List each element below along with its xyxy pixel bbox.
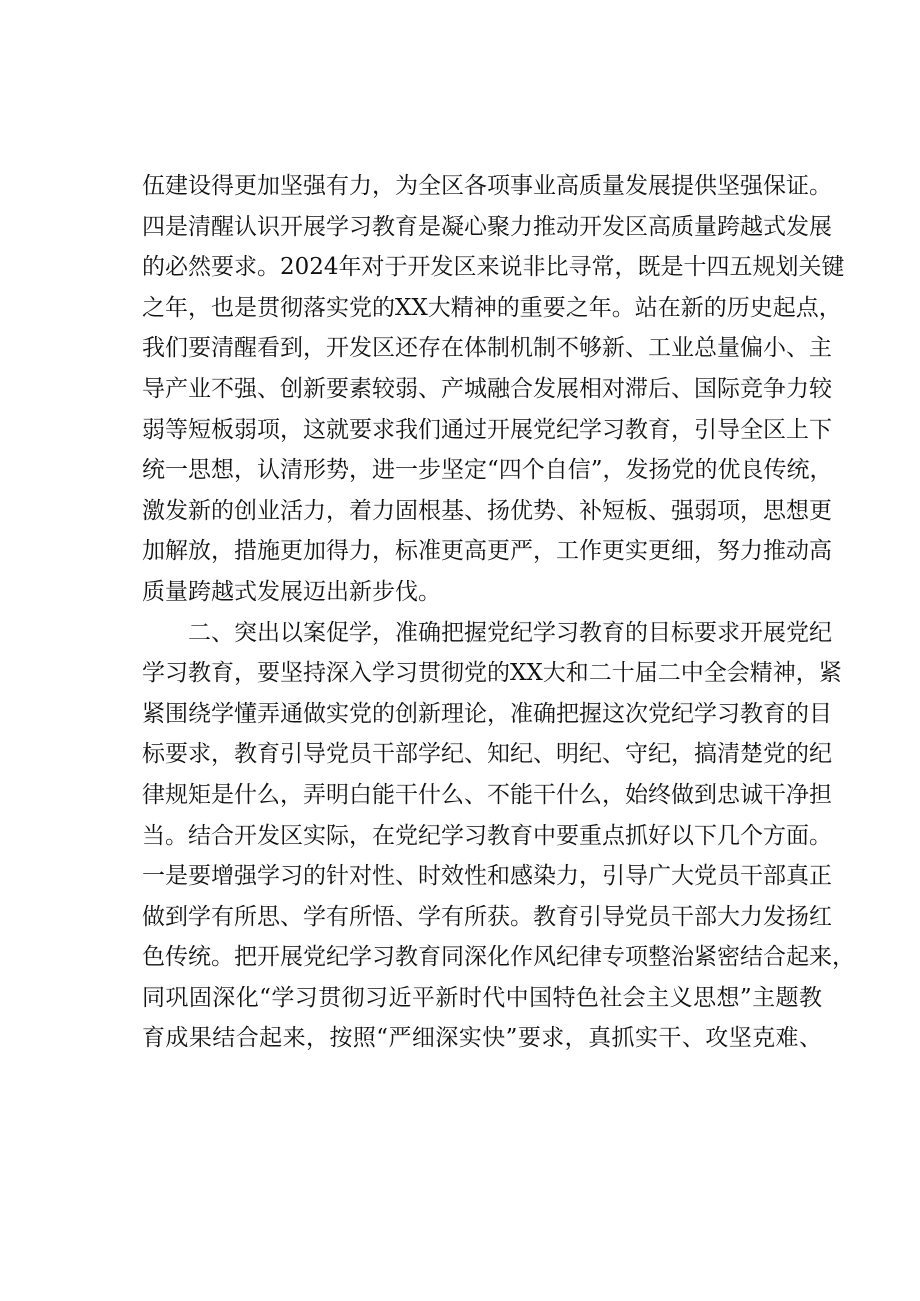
body-text	[142, 166, 855, 1059]
text-line: 弱等短板弱项，这就要求我们通过开展党纪学习教育，引导全区上下	[142, 416, 832, 443]
text-line: 质量跨越式发展迈出新步伐。	[142, 578, 441, 605]
text-line: 统一思想，认清形势，进一步坚定“四个自信”，发扬党的优良传统，	[142, 457, 833, 484]
text-line: 伍建设得更加坚强有力，为全区各项事业高质量发展提供坚强保证。	[142, 173, 832, 199]
text-line: 激发新的创业活力，着力固根基、扬优势、补短板、强弱项，思想更	[142, 497, 832, 524]
text-line: 四是清醒认识开展学习教育是凝心聚力推动开发区高质量跨越式发展	[142, 213, 832, 240]
text-line: 二、突出以案促学，准确把握党纪学习教育的目标要求开展党纪	[188, 619, 832, 646]
text-line: 加解放，措施更加得力，标准更高更严，工作更实更细，努力推动高	[142, 538, 832, 565]
text-line: 我们要清醒看到，开发区还存在体制机制不够新、工业总量偏小、主	[142, 335, 832, 362]
text-line: 导产业不强、创新要素较弱、产城融合发展相对滞后、国际竞争力较	[142, 375, 832, 402]
text-line: 学习教育，要坚持深入学习贯彻党的XX大和二十届二中全会精神，紧	[142, 660, 842, 687]
text-line: 色传统。把开展党纪学习教育同深化作风纪律专项整治紧密结合起来，	[142, 944, 855, 971]
text-line: 当。结合开发区实际，在党纪学习教育中要重点抓好以下几个方面。	[142, 822, 832, 849]
text-line: 律规矩是什么，弄明白能干什么、不能干什么，始终做到忠诚干净担	[142, 781, 832, 808]
text-line: 紧围绕学懂弄通做实党的创新理论，准确把握这次党纪学习教育的目	[142, 700, 832, 727]
text-line: 标要求，教育引导党员干部学纪、知纪、明纪、守纪，搞清楚党的纪	[142, 741, 832, 768]
text-line: 育成果结合起来，按照“严细深实快”要求，真抓实干、攻坚克难、	[142, 1025, 822, 1052]
text-line: 同巩固深化“学习贯彻习近平新时代中国特色社会主义思想”主题教	[142, 984, 822, 1011]
text-line: 之年，也是贯彻落实党的XX大精神的重要之年。站在新的历史起点，	[142, 294, 842, 321]
text-line: 做到学有所思、学有所悟、学有所获。教育引导党员干部大力发扬红	[142, 903, 832, 930]
text-line: 的必然要求。2024年对于开发区来说非比寻常，既是十四五规划关键	[142, 254, 845, 281]
text-line: 一是要增强学习的针对性、时效性和感染力，引导广大党员干部真正	[142, 863, 832, 890]
